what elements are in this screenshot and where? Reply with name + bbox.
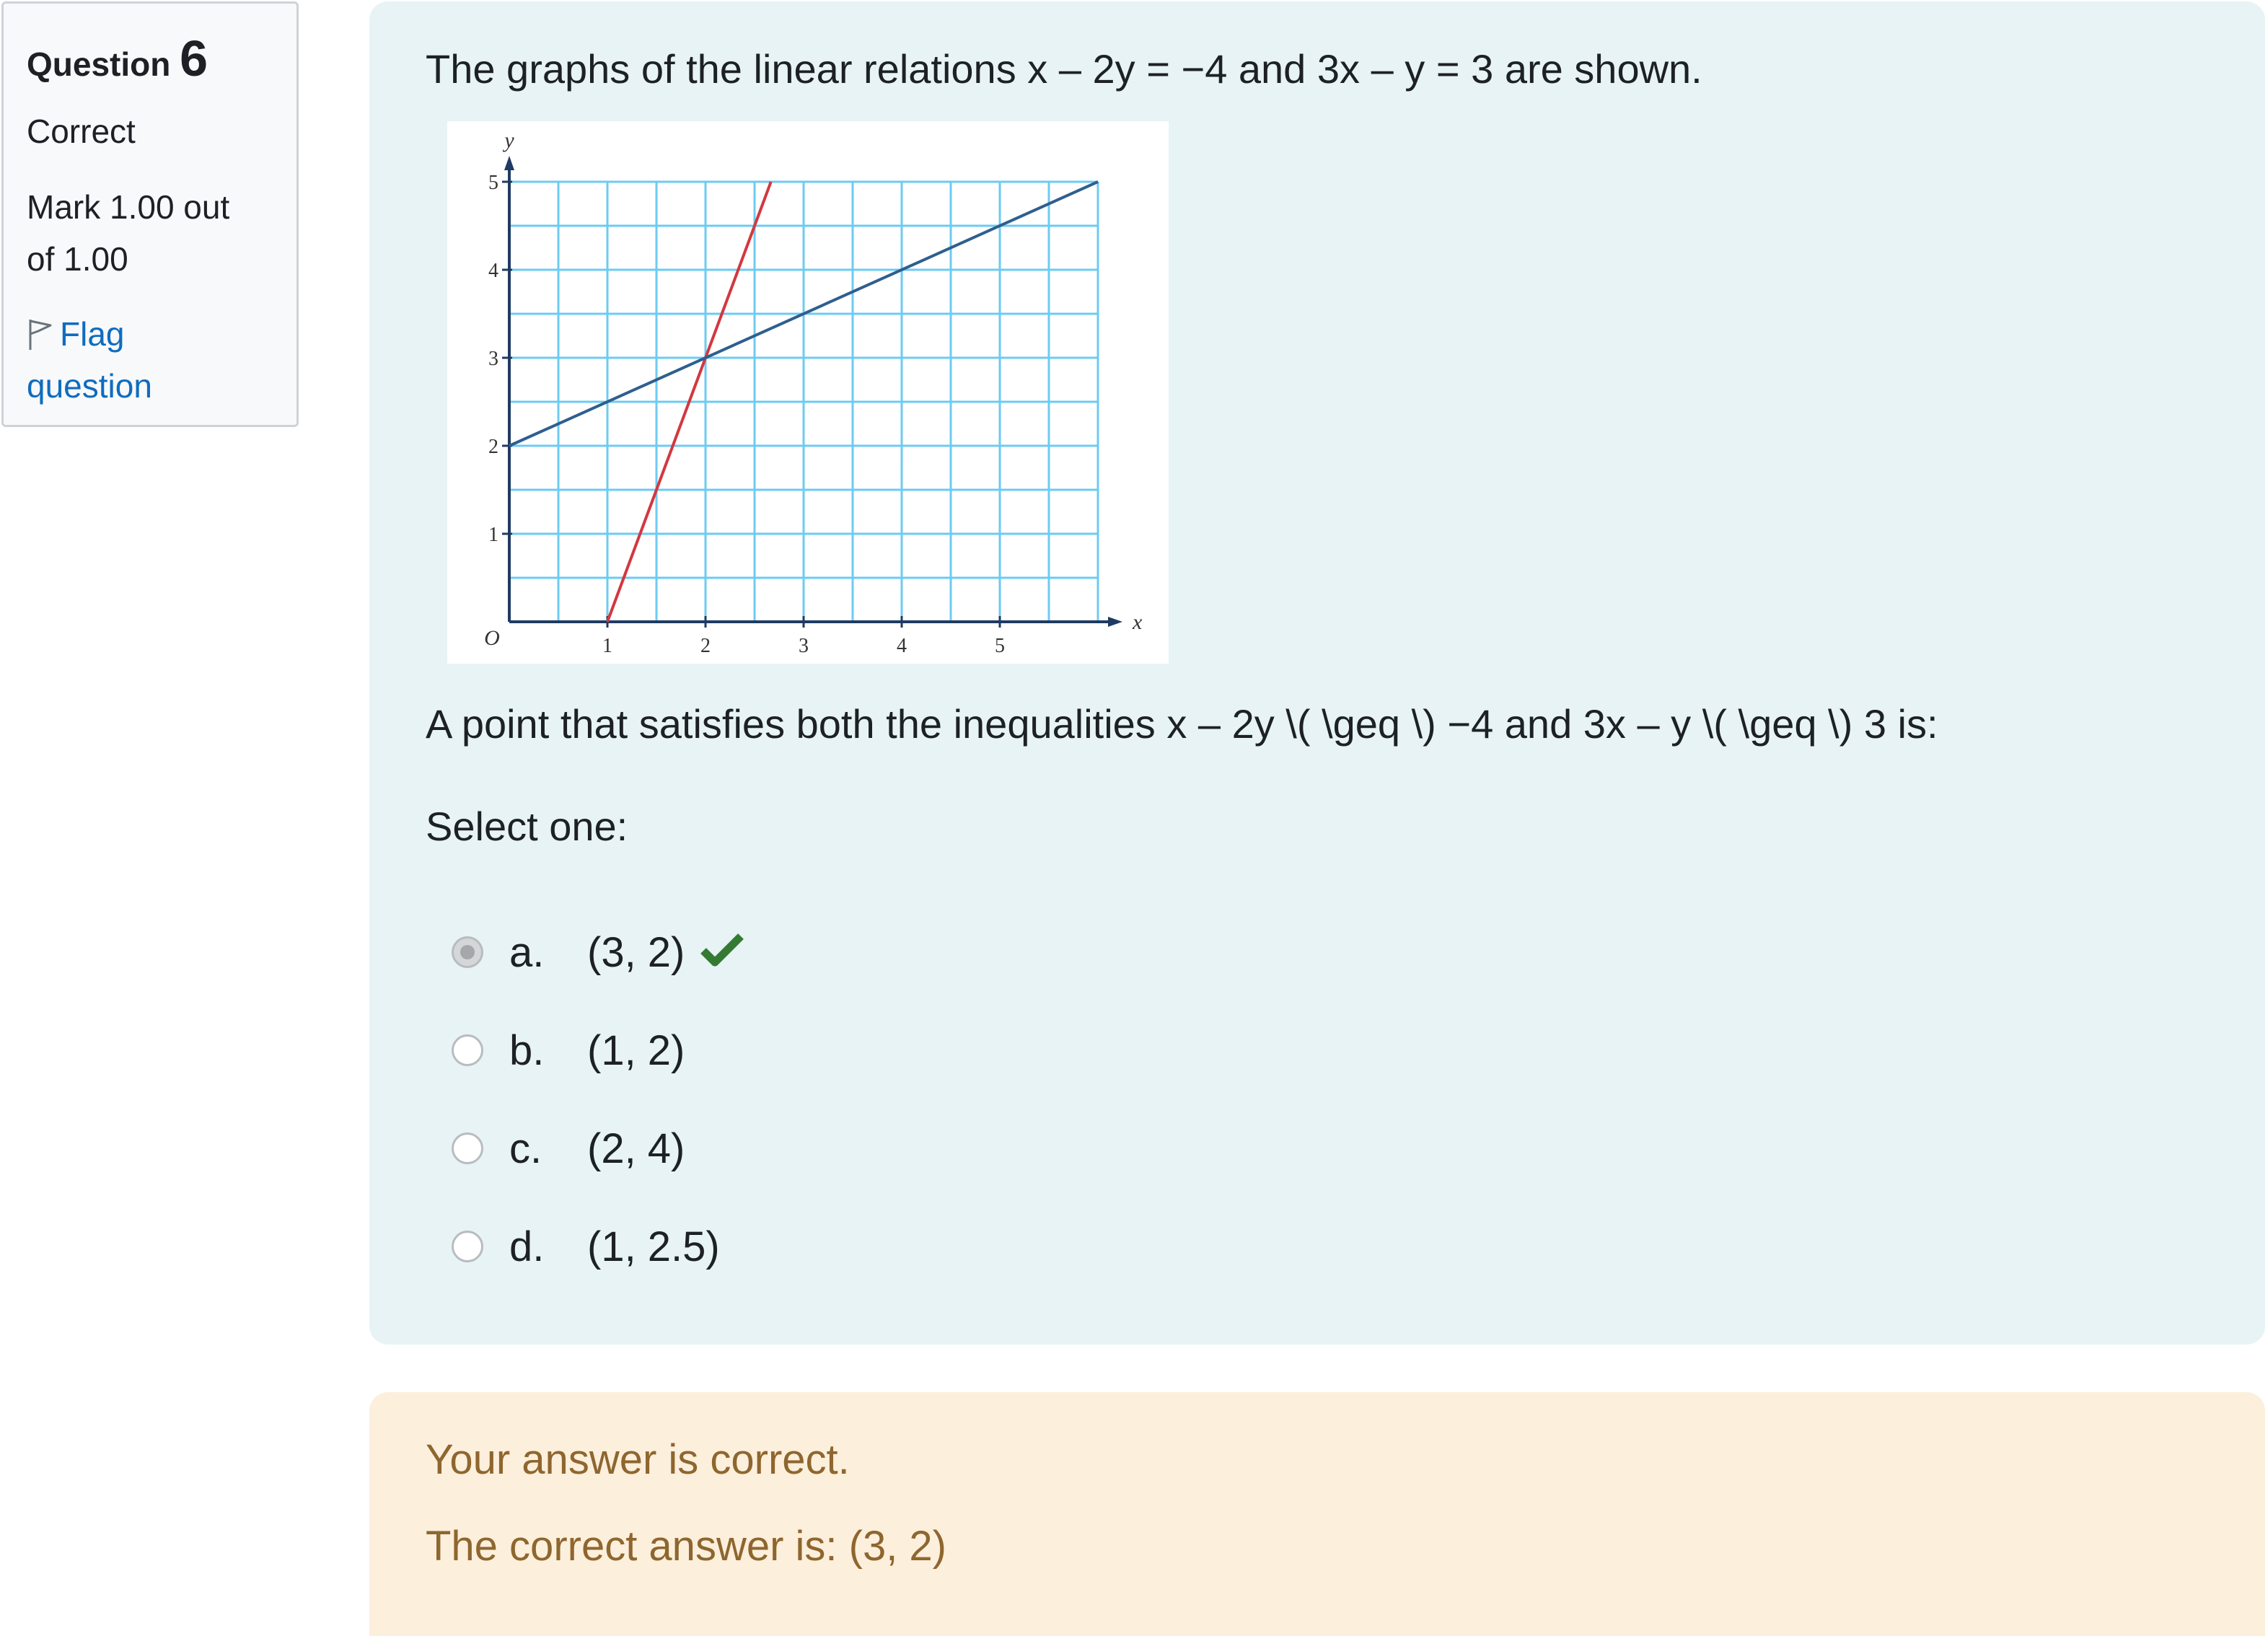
option-c-letter: c. <box>509 1125 542 1172</box>
answer-options <box>452 903 744 1296</box>
option-a-radio[interactable] <box>452 936 483 968</box>
origin-label: O <box>484 626 500 650</box>
question-state: Correct <box>27 113 136 150</box>
option-b[interactable] <box>452 1001 744 1099</box>
option-c[interactable] <box>452 1099 744 1197</box>
feedback-message: Your answer is correct. <box>426 1436 850 1483</box>
option-a-text: (3, 2) <box>587 928 685 976</box>
linear-relations-graph <box>447 121 1169 664</box>
option-b-text: (1, 2) <box>587 1026 685 1074</box>
correct-answer-text: The correct answer is: (3, 2) <box>426 1523 946 1570</box>
question-text-2: A point that satisfies both the inequalities x – 2y \( \geq \) −4 and 3x – y \( \geq \) 3 is: <box>426 701 1938 747</box>
x-axis-label: x <box>1133 610 1143 634</box>
x-tick-label: 5 <box>995 635 1005 657</box>
y-tick-label: 5 <box>488 172 498 194</box>
option-c-radio[interactable] <box>452 1133 483 1164</box>
select-one-prompt: Select one: <box>426 804 628 849</box>
question-feedback <box>369 1392 2265 1636</box>
y-axis-label: y <box>504 128 514 152</box>
question-graph <box>447 121 1169 664</box>
x-tick-label: 4 <box>897 635 907 657</box>
option-d-radio[interactable] <box>452 1231 483 1262</box>
option-b-letter: b. <box>509 1026 545 1074</box>
flag-question-link[interactable] <box>27 308 273 412</box>
x-tick-label: 3 <box>799 635 809 657</box>
y-tick-label: 1 <box>488 524 498 546</box>
x-axis-arrow <box>1108 617 1122 627</box>
y-tick-label: 2 <box>488 436 498 458</box>
question-number <box>27 28 273 89</box>
question-label: Question <box>27 45 171 83</box>
option-d-letter: d. <box>509 1223 545 1270</box>
y-tick-label: 4 <box>488 260 498 282</box>
question-text-1: The graphs of the linear relations x – 2y = −4 and 3x – y = 3 are shown. <box>426 46 1702 92</box>
option-d[interactable] <box>452 1197 744 1296</box>
correct-check-icon <box>700 928 744 977</box>
option-a-letter: a. <box>509 928 545 976</box>
flag-label-2: question <box>27 366 152 405</box>
flag-icon <box>27 318 54 351</box>
question-grade <box>27 181 273 285</box>
grade-line-2: of 1.00 <box>27 239 128 278</box>
y-tick-label: 3 <box>488 348 498 370</box>
option-c-text: (2, 4) <box>587 1125 685 1172</box>
x-tick-label: 2 <box>700 635 711 657</box>
question-number-value: 6 <box>180 30 208 87</box>
option-b-radio[interactable] <box>452 1034 483 1066</box>
grade-line-1: Mark 1.00 out <box>27 188 230 226</box>
option-d-text: (1, 2.5) <box>587 1223 720 1270</box>
question-formulation <box>369 1 2265 1345</box>
y-axis-arrow <box>504 156 514 170</box>
option-a[interactable] <box>452 903 744 1001</box>
question-info <box>1 1 299 427</box>
flag-label-1: Flag <box>60 315 125 353</box>
x-tick-label: 1 <box>602 635 612 657</box>
